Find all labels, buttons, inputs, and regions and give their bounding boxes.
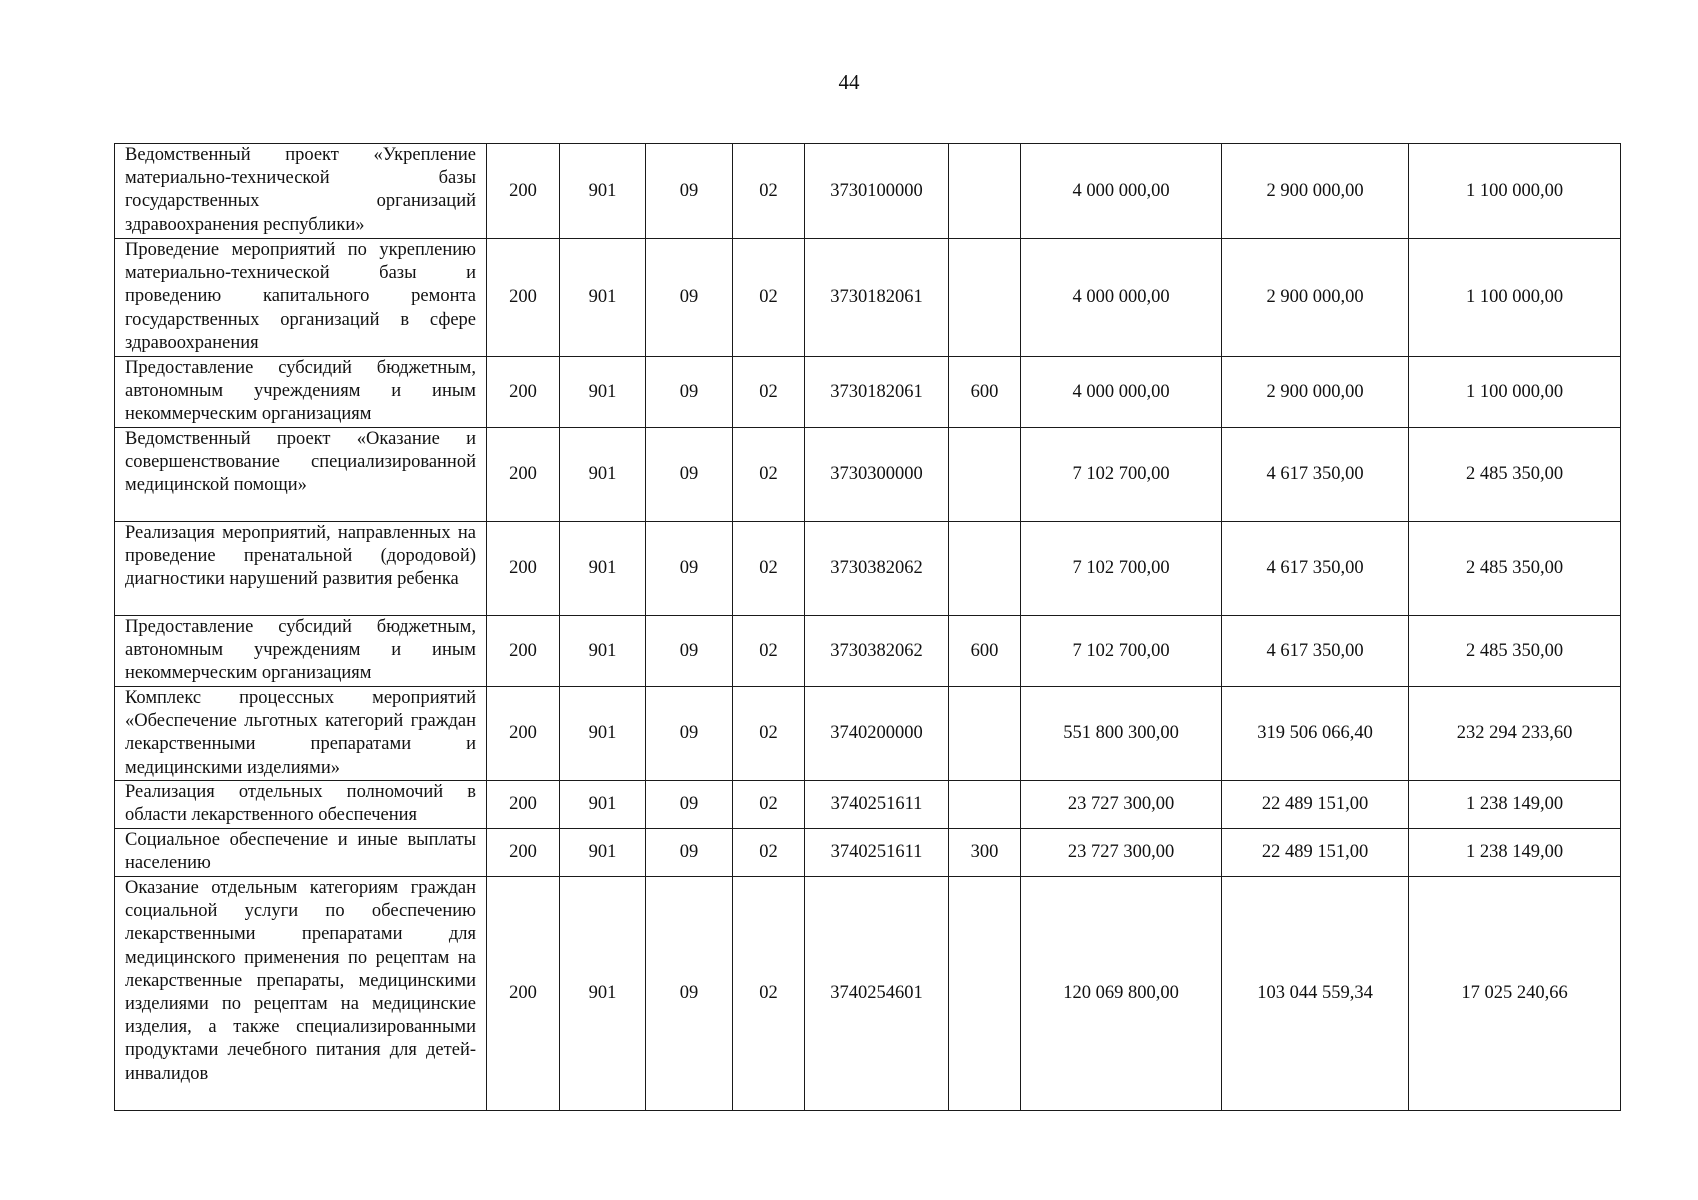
code-cell: 200 [487, 428, 560, 522]
target-article-cell: 3740200000 [805, 687, 949, 781]
amount-cell: 551 800 300,00 [1021, 687, 1222, 781]
code-cell: 02 [733, 428, 805, 522]
amount-cell: 2 485 350,00 [1409, 522, 1621, 616]
table-row [115, 616, 1621, 687]
code-cell: 09 [646, 239, 733, 357]
row-name-cell: Ведомственный проект «Укрепление материально-технической базы государственных организаций здравоохранения республики» [115, 144, 487, 239]
target-article-cell: 3730182061 [805, 239, 949, 357]
target-article-cell: 3730182061 [805, 357, 949, 428]
amount-cell: 7 102 700,00 [1021, 616, 1222, 687]
code-cell: 200 [487, 357, 560, 428]
code-cell: 09 [646, 144, 733, 239]
code-cell: 02 [733, 239, 805, 357]
code-cell: 09 [646, 357, 733, 428]
code-cell: 02 [733, 522, 805, 616]
amount-cell: 4 617 350,00 [1222, 616, 1409, 687]
code-cell: 02 [733, 357, 805, 428]
row-name-cell: Реализация мероприятий, направленных на проведение пренатальной (дородовой) диагностики нарушений развития ребенка [115, 522, 487, 616]
code-cell: 09 [646, 781, 733, 829]
expense-type-cell [949, 239, 1021, 357]
code-cell: 09 [646, 428, 733, 522]
code-cell: 901 [560, 687, 646, 781]
amount-cell: 2 485 350,00 [1409, 428, 1621, 522]
expense-type-cell [949, 687, 1021, 781]
amount-cell: 232 294 233,60 [1409, 687, 1621, 781]
code-cell: 02 [733, 687, 805, 781]
expense-type-cell: 600 [949, 616, 1021, 687]
target-article-cell: 3730300000 [805, 428, 949, 522]
amount-cell: 120 069 800,00 [1021, 877, 1222, 1111]
code-cell: 09 [646, 522, 733, 616]
code-cell: 901 [560, 829, 646, 877]
target-article-cell: 3730382062 [805, 522, 949, 616]
amount-cell: 319 506 066,40 [1222, 687, 1409, 781]
amount-cell: 4 000 000,00 [1021, 239, 1222, 357]
amount-cell: 22 489 151,00 [1222, 829, 1409, 877]
code-cell: 901 [560, 428, 646, 522]
code-cell: 02 [733, 781, 805, 829]
code-cell: 901 [560, 357, 646, 428]
target-article-cell: 3730100000 [805, 144, 949, 239]
table-row [115, 877, 1621, 1111]
table-row [115, 687, 1621, 781]
row-name-cell: Комплекс процессных мероприятий «Обеспечение льготных категорий граждан лекарственными препаратами и медицинскими изделиями» [115, 687, 487, 781]
amount-cell: 2 900 000,00 [1222, 144, 1409, 239]
row-name-cell: Предоставление субсидий бюджетным, автономным учреждениям и иным некоммерческим организациям [115, 357, 487, 428]
code-cell: 02 [733, 144, 805, 239]
expense-type-cell: 600 [949, 357, 1021, 428]
code-cell: 200 [487, 144, 560, 239]
amount-cell: 1 238 149,00 [1409, 781, 1621, 829]
code-cell: 200 [487, 687, 560, 781]
amount-cell: 103 044 559,34 [1222, 877, 1409, 1111]
table-row [115, 522, 1621, 616]
table-row [115, 239, 1621, 357]
code-cell: 02 [733, 616, 805, 687]
expense-type-cell [949, 428, 1021, 522]
budget-table [114, 143, 1621, 1111]
row-name-cell: Предоставление субсидий бюджетным, автономным учреждениям и иным некоммерческим организациям [115, 616, 487, 687]
table-row [115, 144, 1621, 239]
code-cell: 200 [487, 877, 560, 1111]
amount-cell: 2 900 000,00 [1222, 357, 1409, 428]
target-article-cell: 3740254601 [805, 877, 949, 1111]
expense-type-cell [949, 144, 1021, 239]
target-article-cell: 3740251611 [805, 781, 949, 829]
code-cell: 02 [733, 829, 805, 877]
table-row [115, 428, 1621, 522]
amount-cell: 1 238 149,00 [1409, 829, 1621, 877]
row-name-cell: Социальное обеспечение и иные выплаты населению [115, 829, 487, 877]
amount-cell: 4 000 000,00 [1021, 144, 1222, 239]
row-name-cell: Реализация отдельных полномочий в области лекарственного обеспечения [115, 781, 487, 829]
table-row [115, 781, 1621, 829]
expense-type-cell [949, 877, 1021, 1111]
amount-cell: 1 100 000,00 [1409, 357, 1621, 428]
expense-type-cell [949, 781, 1021, 829]
amount-cell: 23 727 300,00 [1021, 829, 1222, 877]
code-cell: 200 [487, 829, 560, 877]
code-cell: 901 [560, 781, 646, 829]
target-article-cell: 3740251611 [805, 829, 949, 877]
code-cell: 901 [560, 239, 646, 357]
code-cell: 200 [487, 239, 560, 357]
page-number: 44 [838, 70, 860, 94]
code-cell: 901 [560, 144, 646, 239]
amount-cell: 7 102 700,00 [1021, 522, 1222, 616]
amount-cell: 2 485 350,00 [1409, 616, 1621, 687]
amount-cell: 17 025 240,66 [1409, 877, 1621, 1111]
code-cell: 09 [646, 616, 733, 687]
code-cell: 901 [560, 522, 646, 616]
amount-cell: 4 617 350,00 [1222, 522, 1409, 616]
amount-cell: 1 100 000,00 [1409, 144, 1621, 239]
table-row [115, 829, 1621, 877]
code-cell: 09 [646, 877, 733, 1111]
amount-cell: 1 100 000,00 [1409, 239, 1621, 357]
row-name-cell: Проведение мероприятий по укреплению материально-технической базы и проведению капитального ремонта государственных организаций в сфере здравоохранения [115, 239, 487, 357]
amount-cell: 2 900 000,00 [1222, 239, 1409, 357]
row-name-cell: Оказание отдельным категориям граждан социальной услуги по обеспечению лекарственными препаратами для медицинского применения по рецептам на лекарственные препараты, медицинскими изделиями по рецептам на медицинские изделия, а также специализированными продуктами лечебного питания для детей-инвалидов [115, 877, 487, 1111]
code-cell: 200 [487, 781, 560, 829]
code-cell: 02 [733, 877, 805, 1111]
code-cell: 200 [487, 616, 560, 687]
row-name-cell: Ведомственный проект «Оказание и совершенствование специализированной медицинской помощи» [115, 428, 487, 522]
target-article-cell: 3730382062 [805, 616, 949, 687]
code-cell: 901 [560, 877, 646, 1111]
amount-cell: 22 489 151,00 [1222, 781, 1409, 829]
code-cell: 901 [560, 616, 646, 687]
code-cell: 200 [487, 522, 560, 616]
amount-cell: 7 102 700,00 [1021, 428, 1222, 522]
table-row [115, 357, 1621, 428]
code-cell: 09 [646, 829, 733, 877]
amount-cell: 23 727 300,00 [1021, 781, 1222, 829]
code-cell: 09 [646, 687, 733, 781]
expense-type-cell: 300 [949, 829, 1021, 877]
amount-cell: 4 000 000,00 [1021, 357, 1222, 428]
expense-type-cell [949, 522, 1021, 616]
amount-cell: 4 617 350,00 [1222, 428, 1409, 522]
